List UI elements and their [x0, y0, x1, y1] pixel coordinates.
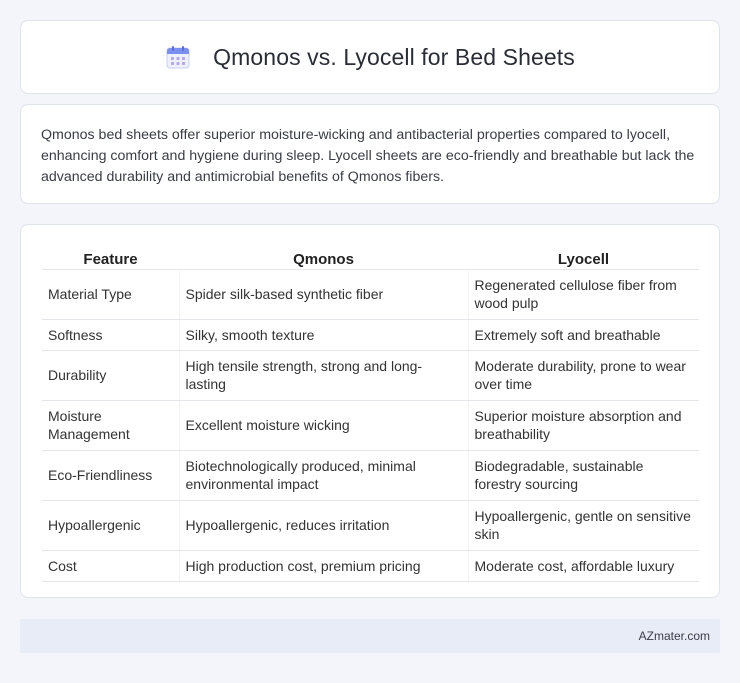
page-title: Qmonos vs. Lyocell for Bed Sheets — [213, 43, 575, 70]
comparison-table — [42, 243, 699, 582]
feature-cell: Material Type — [42, 269, 179, 319]
title-card — [20, 20, 720, 94]
table-row — [42, 319, 699, 350]
table-header-row — [42, 243, 699, 269]
qmonos-cell: Biotechnologically produced, minimal environmental impact — [179, 450, 468, 500]
lyocell-cell: Regenerated cellulose fiber from wood pulp — [468, 269, 699, 319]
feature-cell: Moisture Management — [42, 400, 179, 450]
table-row — [42, 269, 699, 319]
table-row — [42, 350, 699, 400]
lyocell-cell: Superior moisture absorption and breathability — [468, 400, 699, 450]
qmonos-cell: High tensile strength, strong and long-lasting — [179, 350, 468, 400]
comparison-card — [20, 224, 720, 598]
title-group — [165, 44, 575, 71]
qmonos-cell: Spider silk-based synthetic fiber — [179, 269, 468, 319]
table-row — [42, 450, 699, 500]
summary-card — [20, 104, 720, 204]
footer-brand: AZmater.com — [638, 629, 710, 643]
qmonos-cell: Hypoallergenic, reduces irritation — [179, 500, 468, 550]
qmonos-cell: High production cost, premium pricing — [179, 550, 468, 581]
feature-cell: Softness — [42, 319, 179, 350]
lyocell-cell: Extremely soft and breathable — [468, 319, 699, 350]
feature-cell: Hypoallergenic — [42, 500, 179, 550]
feature-cell: Eco-Friendliness — [42, 450, 179, 500]
table-row — [42, 550, 699, 581]
feature-cell: Cost — [42, 550, 179, 581]
table-row — [42, 500, 699, 550]
header-feature: Feature — [42, 243, 179, 269]
table-row — [42, 400, 699, 450]
lyocell-cell: Moderate cost, affordable luxury — [468, 550, 699, 581]
lyocell-cell: Biodegradable, sustainable forestry sourcing — [468, 450, 699, 500]
qmonos-cell: Excellent moisture wicking — [179, 400, 468, 450]
qmonos-cell: Silky, smooth texture — [179, 319, 468, 350]
footer — [20, 619, 720, 653]
header-qmonos: Qmonos — [179, 243, 468, 269]
lyocell-cell: Hypoallergenic, gentle on sensitive skin — [468, 500, 699, 550]
calendar-icon — [165, 44, 191, 70]
feature-cell: Durability — [42, 350, 179, 400]
summary-text: Qmonos bed sheets offer superior moisture-wicking and antibacterial properties compared to lyocell, enhancing comfort and hygiene during sleep. Lyocell sheets are eco-friendly and breathable but lack the advanced durability and antimicrobial benefits of Qmonos fibers. — [41, 127, 695, 185]
lyocell-cell: Moderate durability, prone to wear over time — [468, 350, 699, 400]
header-lyocell: Lyocell — [468, 243, 699, 269]
